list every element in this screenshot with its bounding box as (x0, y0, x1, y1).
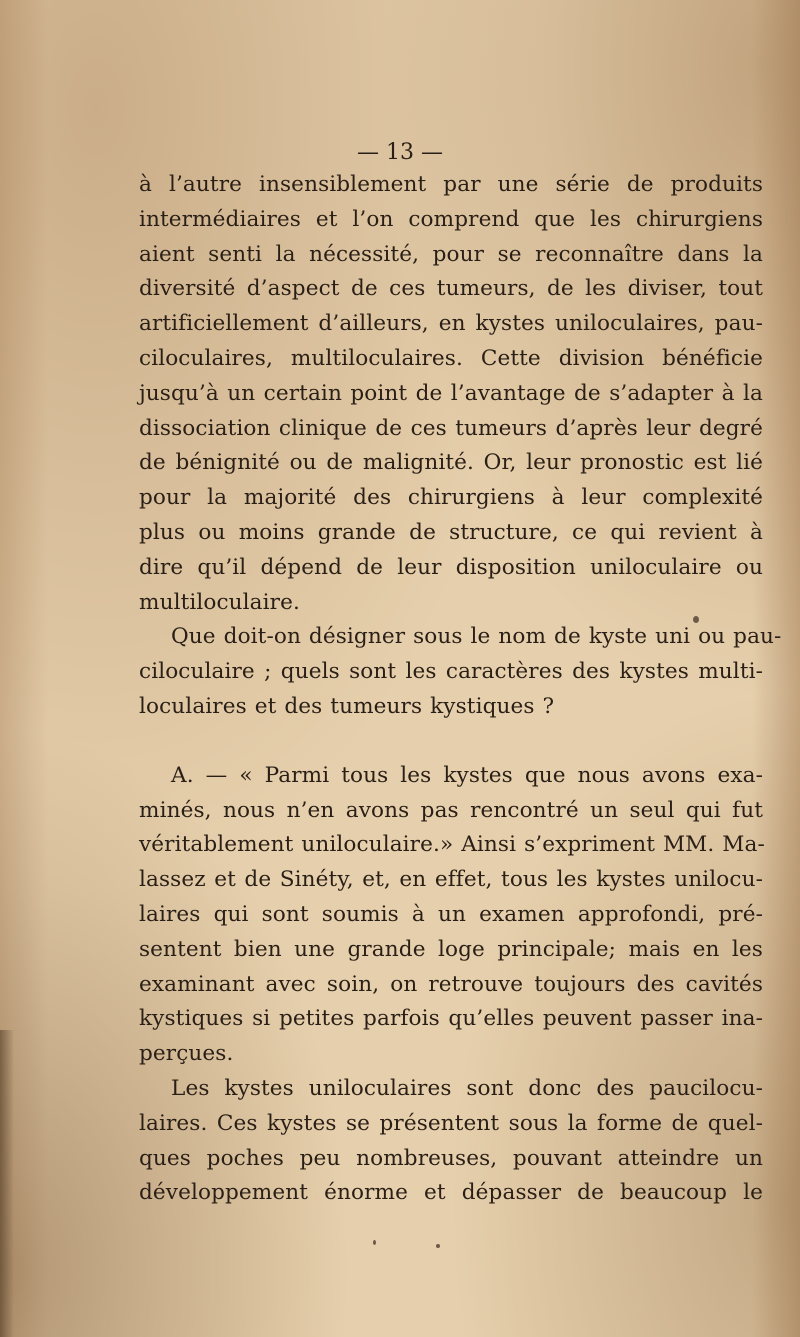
text-line: lassez et de Sinéty, et, en effet, tous les kystes unilocu- (139, 867, 763, 893)
text-line: laires. Ces kystes se présentent sous la forme de quel- (139, 1110, 763, 1136)
text-line: ques poches peu nombreuses, pouvant atteindre un (139, 1145, 763, 1171)
paper-speck (373, 1240, 376, 1245)
text-line: kystiques si petites parfois qu’elles peuvent passer ina- (139, 1006, 763, 1032)
text-line: dire qu’il dépend de leur disposition uniloculaire ou (139, 554, 763, 580)
text-line: artificiellement d’ailleurs, en kystes uniloculaires, pau- (139, 311, 763, 337)
paragraph-3 (139, 759, 763, 1072)
text-line: laires qui sont soumis à un examen approfondi, pré- (139, 901, 763, 927)
paper-speck (436, 1244, 440, 1248)
text-line: plus ou moins grande de structure, ce qui revient à (139, 519, 763, 545)
page-number: — 13 — (357, 140, 443, 165)
text-line: multiloculaire. (139, 589, 300, 615)
text-line: diversité d’aspect de ces tumeurs, de les diviser, tout (139, 276, 763, 302)
text-line: ciloculaires, multiloculaires. Cette division bénéficie (139, 345, 763, 371)
text-line: de bénignité ou de malignité. Or, leur pronostic est lié (139, 450, 763, 476)
paragraph-gap (139, 725, 763, 759)
page-edge-shadow (0, 1030, 14, 1337)
text-line: aient senti la nécessité, pour se reconnaître dans la (139, 241, 763, 267)
body-text (139, 134, 782, 1211)
paragraph-4 (139, 1072, 763, 1211)
text-line: examinant avec soin, on retrouve toujours des cavités (139, 971, 763, 997)
text-line: jusqu’à un certain point de l’avantage de s’adapter à la (139, 380, 763, 406)
paragraph-1 (139, 168, 763, 620)
text-line: ciloculaire ; quels sont les caractères des kystes multi- (139, 659, 763, 685)
text-line: à l’autre insensiblement par une série de produits (139, 172, 763, 197)
text-line: sentent bien une grande loge principale; mais en les (139, 936, 763, 962)
text-line: développement énorme et dépasser de beaucoup le (139, 1180, 763, 1206)
text-line: A. — « Parmi tous les kystes que nous avons exa- (171, 762, 763, 788)
text-line: intermédiaires et l’on comprend que les chirurgiens (139, 206, 763, 232)
text-line: minés, nous n’en avons pas rencontré un seul qui fut (139, 797, 763, 823)
text-line: loculaires et des tumeurs kystiques ? (139, 693, 555, 719)
text-line: perçues. (139, 1041, 234, 1067)
text-line: véritablement uniloculaire.» Ainsi s’expriment MM. Ma- (139, 832, 765, 858)
paper-speck (693, 616, 699, 623)
text-line: Les kystes uniloculaires sont donc des paucilocu- (171, 1075, 763, 1101)
paragraph-2 (139, 620, 782, 724)
text-line: pour la majorité des chirurgiens à leur complexité (139, 485, 763, 511)
text-line: dissociation clinique de ces tumeurs d’après leur degré (139, 415, 763, 441)
text-line: Que doit-on désigner sous le nom de kyste uni ou pau- (171, 624, 782, 650)
